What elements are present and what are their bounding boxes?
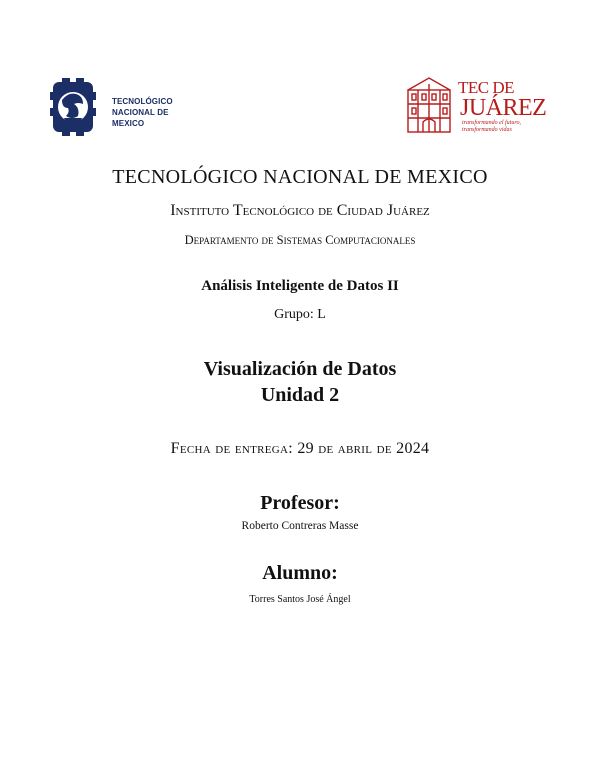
tecjuarez-logo-line1: TEC DE (458, 78, 515, 97)
department-name: Departamento de Sistemas Computacionales (184, 233, 416, 247)
student-name: Torres Santos José Ángel (249, 594, 351, 605)
student-heading: Alumno: (262, 562, 338, 584)
due-date: Fecha de entrega: 29 de abril de 2024 (170, 440, 430, 457)
campus-name: Instituto Tecnológico de Ciudad Juárez (170, 202, 430, 219)
assignment-unit: Unidad 2 (260, 384, 340, 406)
building-icon (404, 74, 454, 136)
tecnm-emblem-icon (50, 78, 96, 136)
tecjuarez-logo-tagline: transformando el futuro, transformando vidas (462, 120, 521, 133)
course-name: Análisis Inteligente de Datos II (201, 278, 399, 294)
tecjuarez-logo (404, 74, 547, 136)
professor-name: Roberto Contreras Masse (241, 520, 359, 532)
assignment-title: Visualización de Datos (203, 358, 397, 380)
professor-heading: Profesor: (260, 492, 340, 514)
tecjuarez-logo-line2: JUÁREZ (460, 95, 547, 121)
institution-name: TECNOLÓGICO NACIONAL DE MEXICO (112, 166, 488, 188)
tecnm-logo-text: TECNOLÓGICO NACIONAL DE MEXICO (112, 97, 173, 128)
tecnm-logo (50, 76, 200, 140)
course-group: Grupo: L (274, 307, 326, 322)
